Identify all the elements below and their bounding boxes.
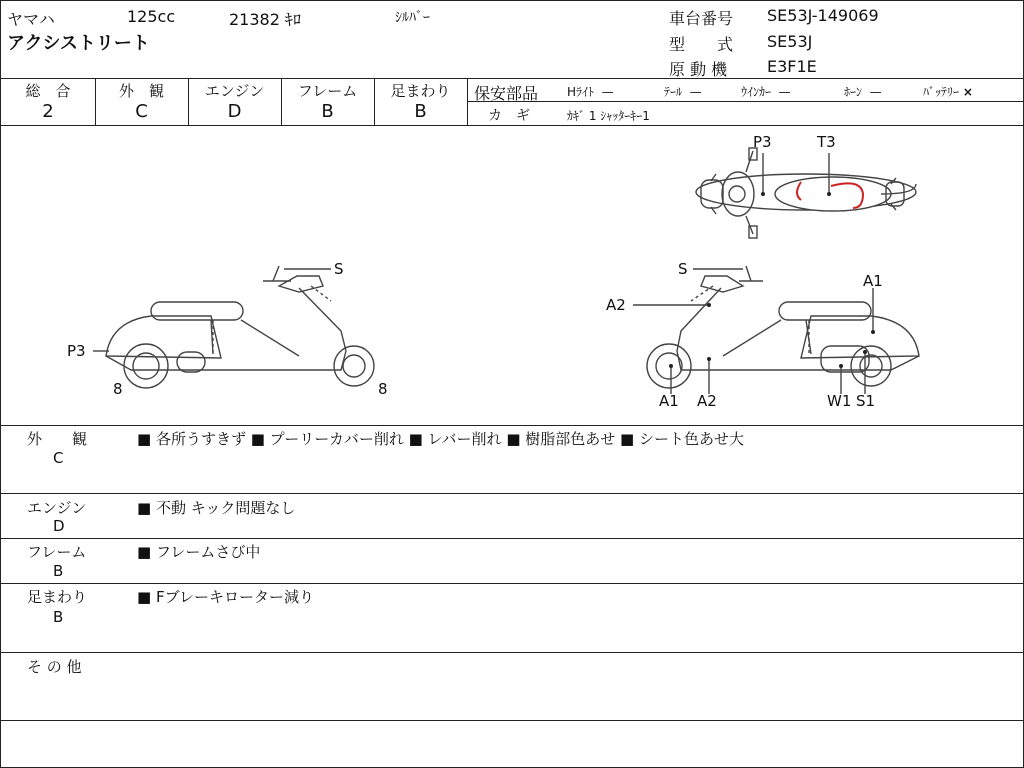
remark-engine-category: エンジン — [27, 499, 87, 517]
engine-value: E3F1E — [767, 57, 817, 76]
damage-diagram — [1, 126, 1023, 426]
maker: ヤマハ — [7, 10, 55, 29]
grade-suspension-value: B — [414, 101, 427, 122]
remark-engine-grade: D — [53, 517, 65, 535]
grade-total-label: 総 合 — [25, 82, 71, 100]
label-left-8a: 8 — [113, 380, 123, 398]
key-value: ｶｷﾞ 1 ｼｬｯﾀｰｷｰ1 — [567, 109, 650, 123]
left-side-scooter — [106, 266, 374, 388]
remark-exterior-text: ■ 各所うすきず ■ プーリーカバー削れ ■ レバー削れ ■ 樹脂部色あせ ■ シート色あせ大 — [137, 430, 744, 448]
label-left-8b: 8 — [378, 380, 388, 398]
remark-frame-category: フレーム — [27, 543, 87, 561]
remark-frame-grade: B — [53, 562, 64, 580]
label-right-a1-top: A1 — [863, 272, 883, 290]
model-name: アクシストリート — [7, 33, 150, 54]
displacement: 125cc — [127, 7, 176, 26]
safety-horn: ﾎｰﾝ — — [844, 85, 882, 99]
safety-battery: ﾊﾞｯﾃﾘｰ × — [923, 85, 973, 99]
label-right-s: S — [678, 260, 688, 278]
label-right-w1: W1 — [827, 392, 852, 410]
frame-no: SE53J-149069 — [767, 6, 879, 25]
remark-suspension-category: 足まわり — [27, 588, 88, 606]
remark-frame-text: ■ フレームさび中 — [137, 543, 261, 561]
remark-exterior-category: 外 観 — [27, 430, 88, 448]
label-right-a2-bottom: A2 — [697, 392, 717, 410]
safety-tail: ﾃｰﾙ — — [664, 85, 702, 99]
remark-suspension-grade: B — [53, 608, 64, 626]
mileage: 21382 ｷﾛ — [229, 10, 301, 29]
remark-other-category: そ の 他 — [27, 658, 82, 676]
type-value: SE53J — [767, 32, 813, 51]
label-top-t3: T3 — [817, 133, 836, 151]
label-right-a1-bottom: A1 — [659, 392, 679, 410]
label-left-p3: P3 — [67, 342, 86, 360]
engine-label: 原 動 機 — [669, 60, 728, 79]
color: ｼﾙﾊﾞｰ — [395, 10, 430, 26]
grade-engine-value: D — [227, 101, 242, 122]
safety-headlight: Hﾗｲﾄ — — [567, 85, 614, 99]
remark-exterior-grade: C — [53, 449, 64, 467]
safety-label: 保安部品 — [474, 84, 539, 103]
remark-engine-text: ■ 不動 キック問題なし — [137, 499, 296, 517]
grade-suspension-label: 足まわり — [390, 82, 451, 100]
safety-winker: ｳｲﾝｶｰ — — [741, 85, 791, 99]
grade-engine-label: エンジン — [204, 82, 265, 100]
grade-frame-value: B — [321, 101, 334, 122]
label-left-s: S — [334, 260, 344, 278]
type-label: 型 式 — [669, 35, 734, 54]
remark-suspension-text: ■ Fブレーキローター減り — [137, 588, 314, 606]
frame-no-label: 車台番号 — [669, 9, 734, 28]
label-top-p3: P3 — [753, 133, 772, 151]
key-label: カ ギ — [488, 108, 530, 124]
label-right-a2-top: A2 — [606, 296, 626, 314]
top-view-scooter — [696, 148, 916, 238]
label-right-s1: S1 — [856, 392, 876, 410]
grade-total-value: 2 — [42, 101, 54, 122]
grade-exterior-value: C — [135, 101, 148, 122]
grade-exterior-label: 外 観 — [118, 82, 164, 100]
grade-frame-label: フレーム — [297, 82, 358, 100]
